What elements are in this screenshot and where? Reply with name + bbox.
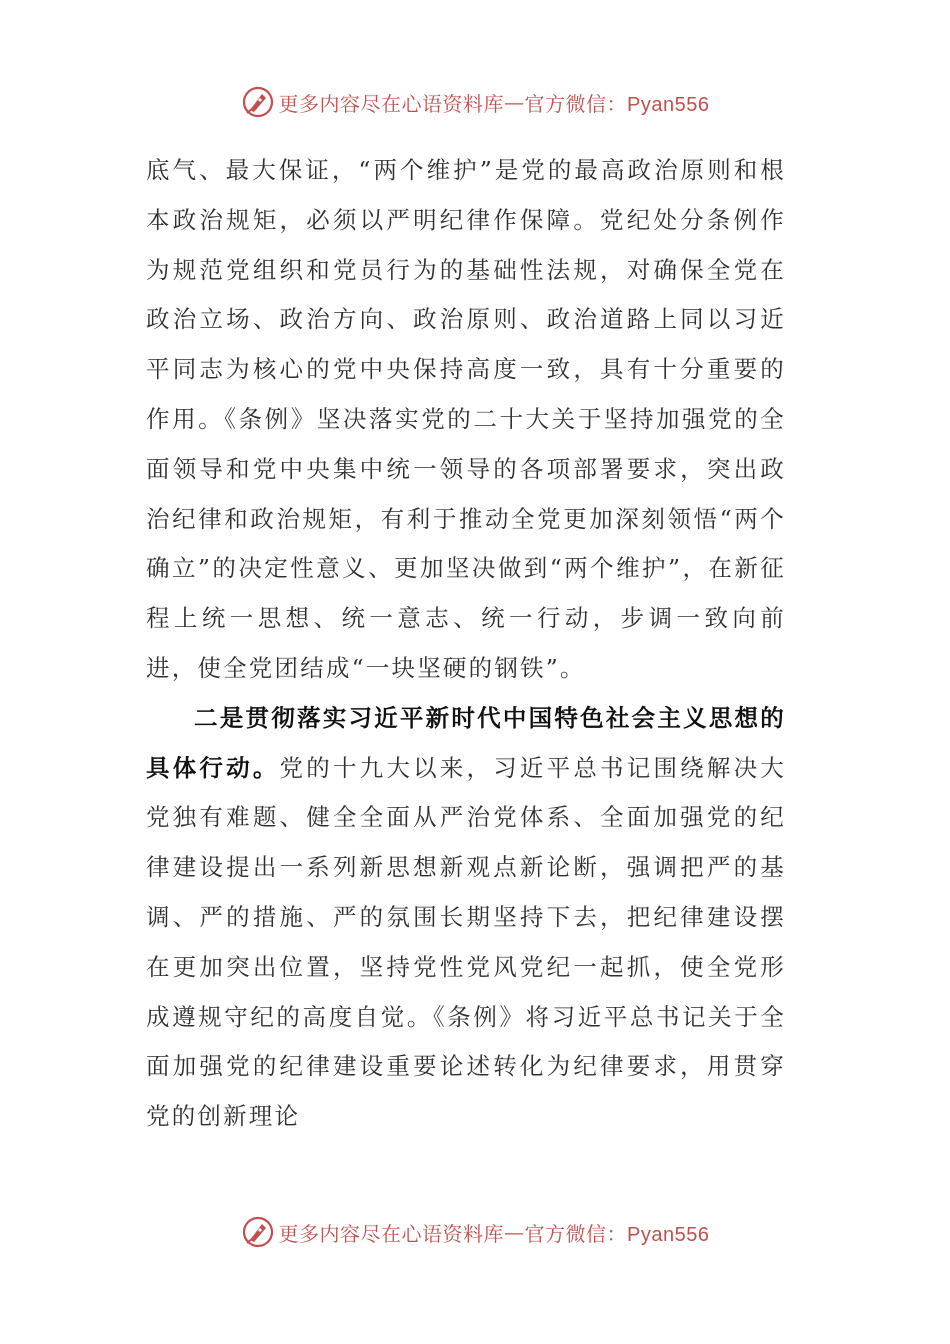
paragraph-2-text: 党的十九大以来，习近平总书记围绕解决大党独有难题、健全全面从严治党体系、全面加强党的纪律建设提出一系列新思想新观点新论断，强调把严的基调、严的措施、严的氛围长期坚持下去，把纪律建设摆在更加突出位置，坚持党性党风党纪一起抓，使全党形成遵规守纪的高度自觉。《条例》将习近平总书记关于全面加强党的纪律建设重要论述转化为纪律要求，用贯穿党的创新理论 [146, 753, 786, 1131]
header-banner-wechat: 官方微信：Pyan556 [524, 93, 710, 116]
header-banner-main: 更多内容尽在心语资料库 [278, 91, 505, 116]
paragraph-2 [146, 694, 786, 1142]
footer-banner-separator: — [504, 1220, 525, 1244]
header-banner-separator: — [504, 90, 525, 114]
footer-banner-main: 更多内容尽在心语资料库 [278, 1221, 505, 1246]
paragraph-1 [146, 146, 786, 694]
paragraph-2-lead: 二是贯彻落实习近平新时代中国特色社会主义思想的具体行动。 [146, 703, 786, 782]
paragraph-1-text: 底气、最大保证，“两个维护”是党的最高政治原则和根本政治规矩，必须以严明纪律作保障。党纪处分条例作为规范党组织和党员行为的基础性法规，对确保全党在政治立场、政治方向、政治原则、政治道路上同以习近平同志为核心的党中央保持高度一致，具有十分重要的作用。《条例》坚决落实党的二十大关于坚持加强党的全面领导和党中央集中统一领导的各项部署要求，突出政治纪律和政治规矩，有利于推动全党更加深刻领悟“两个确立”的决定性意义、更加坚决做到“两个维护”，在新征程上统一思想、统一意志、统一行动，步调一致向前进，使全党团结成“一块坚硬的钢铁”。 [146, 156, 786, 682]
footer-banner [0, 1212, 950, 1252]
pen-nib-logo-icon [241, 1215, 275, 1249]
footer-banner-wechat: 官方微信：Pyan556 [524, 1223, 710, 1246]
header-banner [0, 82, 950, 122]
pen-nib-logo-icon [241, 85, 275, 119]
document-body [146, 146, 786, 1142]
